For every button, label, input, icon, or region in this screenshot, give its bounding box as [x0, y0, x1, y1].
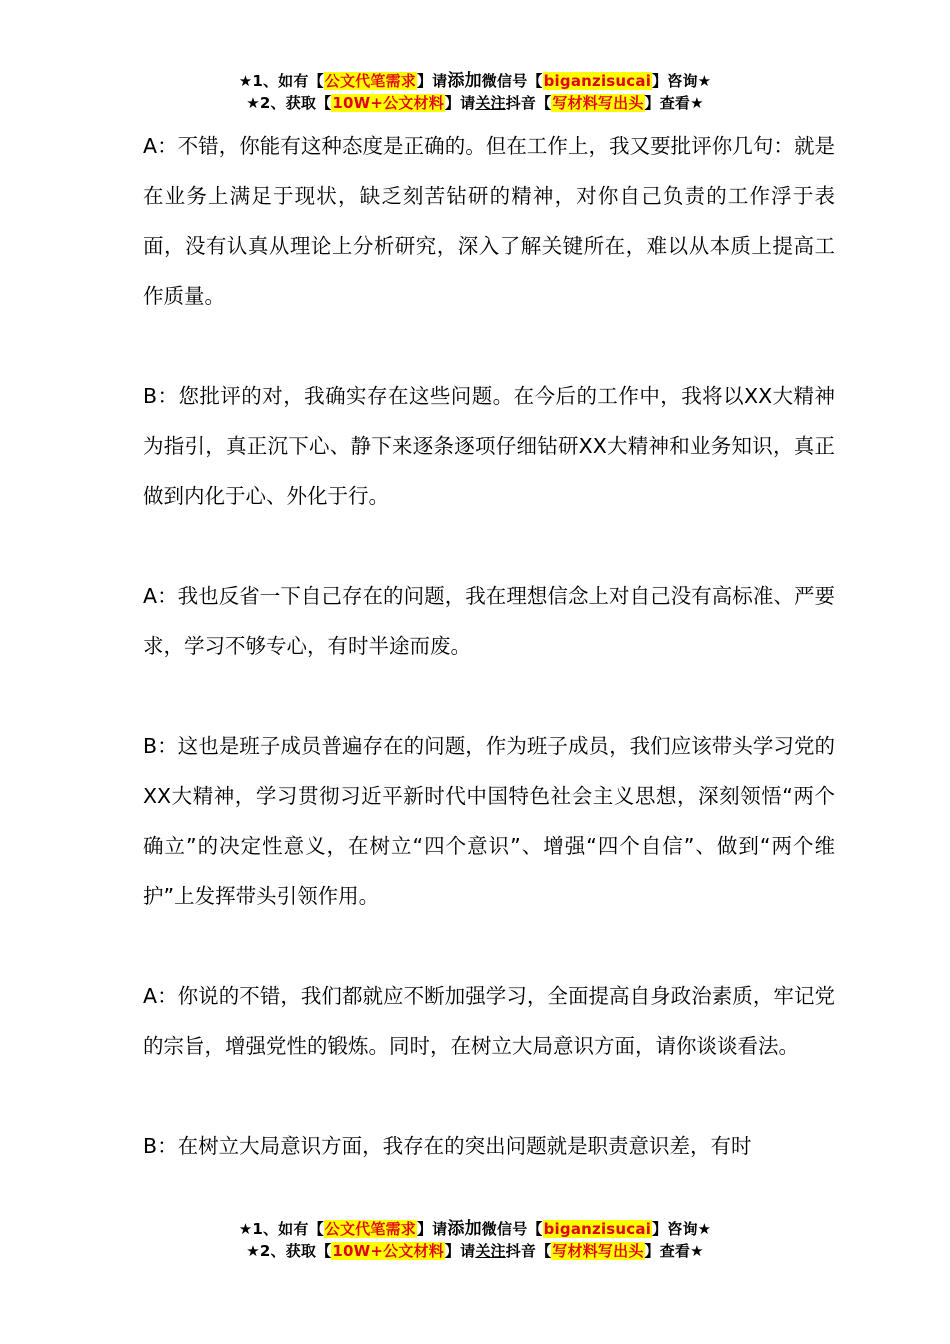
dialogue-paragraph: A：不错，你能有这种态度是正确的。但在工作上，我又要批评你几句：就是在业务上满足于现状，缺乏刻苦钻研的精神，对你自己负责的工作浮于表面，没有认真从理论上分析研究，深入了解关键所在，难以从本质上提高工作质量。 [143, 134, 835, 308]
banner-highlight: 公文代笔需求 [324, 72, 416, 90]
banner-douyin-name: 写材料写出头 [552, 1242, 644, 1260]
header-banner [0, 70, 950, 114]
banner-line-2: ★2、获取【10W+公文材料】请关注抖音【写材料写出头】查看★ [246, 1242, 704, 1260]
banner-line-1: ★1、如有【公文代笔需求】请添加微信号【biganzisucai】咨询★ [238, 1219, 712, 1239]
dialogue-paragraph: B：在树立大局意识方面，我存在的突出问题就是职责意识差，有时 [143, 1134, 752, 1158]
banner-highlight: 10W+公文材料 [332, 1242, 444, 1260]
dialogue-paragraph: A：我也反省一下自己存在的问题，我在理想信念上对自己没有高标准、严要求，学习不够专心，有时半途而废。 [143, 584, 835, 658]
banner-highlight: 10W+公文材料 [332, 94, 444, 112]
banner-wechat-id: biganzisucai [543, 1220, 652, 1238]
document-body [143, 121, 835, 1171]
banner-highlight: 公文代笔需求 [324, 1220, 416, 1238]
dialogue-paragraph: A：你说的不错，我们都就应不断加强学习，全面提高自身政治素质，牢记党的宗旨，增强党性的锻炼。同时，在树立大局意识方面，请你谈谈看法。 [143, 984, 835, 1058]
banner-douyin-name: 写材料写出头 [552, 94, 644, 112]
banner-line-2: ★2、获取【10W+公文材料】请关注抖音【写材料写出头】查看★ [246, 94, 704, 112]
footer-banner [0, 1218, 950, 1262]
banner-wechat-id: biganzisucai [543, 72, 652, 90]
banner-line-1: ★1、如有【公文代笔需求】请添加微信号【biganzisucai】咨询★ [238, 71, 712, 91]
dialogue-paragraph: B：您批评的对，我确实存在这些问题。在今后的工作中，我将以XX大精神为指引，真正沉下心、静下来逐条逐项仔细钻研XX大精神和业务知识，真正做到内化于心、外化于行。 [143, 384, 835, 508]
dialogue-paragraph: B：这也是班子成员普遍存在的问题，作为班子成员，我们应该带头学习党的XX大精神，学习贯彻习近平新时代中国特色社会主义思想，深刻领悟“两个确立”的决定性意义，在树立“四个意识”、增强“四个自信”、做到“两个维护”上发挥带头引领作用。 [143, 734, 835, 908]
